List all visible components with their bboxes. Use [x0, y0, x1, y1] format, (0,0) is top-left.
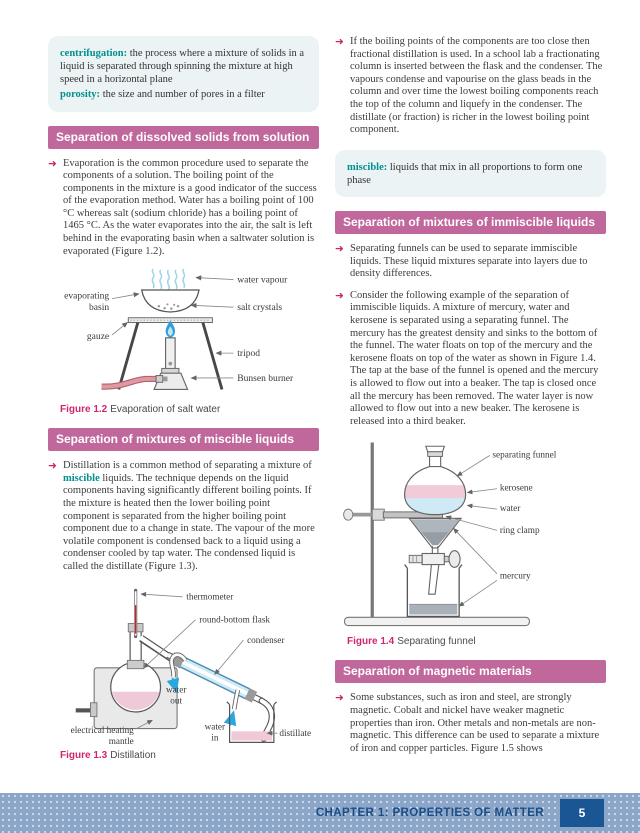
kerosene-layer — [405, 485, 466, 498]
separating-funnel-diagram — [335, 437, 587, 633]
definition-entry — [60, 88, 307, 101]
water-in-port — [230, 689, 238, 725]
label-ring-clamp: ring clamp — [499, 525, 540, 536]
paragraph-distillation — [48, 460, 319, 573]
label-water-in-2: in — [211, 732, 219, 743]
section-header-immiscible-liquids: Separation of mixtures of immiscible liquids — [335, 211, 606, 234]
definition-entry — [347, 161, 594, 187]
arrow-bullet-icon: ➜ — [335, 289, 344, 302]
section-header-dissolved-solids: Separation of dissolved solids from solution — [48, 126, 319, 149]
definition-term: miscible: — [347, 161, 388, 173]
term-miscible: miscible — [63, 472, 100, 484]
figure-caption-label: Figure 1.2 — [60, 404, 108, 416]
paragraph-text: Evaporation is the common procedure used to separate the components of a solution. The boiling point of the components in the mixture is a good indicator of the success of the evaporation method. Water has a boiling point of 100 °C whereas salt (sodium chloride) has a boiling point of 1465 °C. As the water evaporates into the air, the salt is left behind in the evaporating basin when a saltwater solution is evaporated (Figure 1.2). — [63, 157, 317, 257]
label-water-out-1: water — [165, 684, 187, 695]
definition-text: liquids that mix in all proportions to form one phase — [347, 161, 583, 186]
figure-caption-label: Figure 1.4 — [347, 636, 395, 648]
right-column — [335, 36, 606, 771]
definition-text: the process where a mixture of solids in a liquid is separated through spinning the mixture at high speed in a horizontal plane — [60, 48, 305, 86]
label-tripod: tripod — [237, 348, 261, 360]
paragraph-magnetic-materials — [335, 692, 606, 755]
two-column-layout — [48, 36, 606, 771]
figure-caption — [60, 750, 319, 761]
label-evaporating: evaporating — [64, 290, 110, 302]
figure-caption — [60, 404, 319, 415]
definition-text: the size and number of pores in a filter — [102, 89, 265, 101]
page-number: 5 — [560, 799, 604, 827]
definition-term: porosity: — [60, 89, 101, 101]
paragraph-part: liquids. The technique depends on the liquid components having significantly different boiling points. If the mixture is heated then the lower boiling point component is separated from the higher boiling point component due to a change in state. The vapour of the more volatile component is condensed back to a liquid using a condenser cooled by tap water. The condensed liquid is called the distillate (Figure 1.3). — [63, 472, 315, 572]
label-electrical-heating: electrical heating — [70, 724, 134, 735]
evaporation-diagram — [48, 267, 308, 401]
arrow-bullet-icon: ➜ — [335, 692, 344, 705]
label-separating-funnel: separating funnel — [492, 449, 557, 460]
figure-caption-label: Figure 1.3 — [60, 749, 108, 761]
paragraph-evaporation — [48, 158, 319, 259]
paragraph-text: Some substances, such as iron and steel, are strongly magnetic. Cobalt and nickel have weaker magnetic properties than iron. Other metals and non-metals are non-magnetic. This difference can be used to separate a mixture of iron and copper particles. Figure 1.5 shows — [350, 692, 600, 754]
figure-separating-funnel — [335, 437, 606, 633]
figure-caption-text: Distillation — [110, 749, 156, 761]
evaporating-basin — [142, 290, 199, 312]
label-round-bottom-flask: round-bottom flask — [199, 614, 271, 625]
paragraph-text: Consider the following example of the separation of immiscible liquids. A mixture of mercury, water and kerosene is separated using a separating funnel. The mercury has the greatest density and sinks to the bottom of the funnel. The water floats on top of the mercury and the kerosene floats on top of the water as shown in Figure 1.4. The tap at the base of the funnel is opened and the mercury is allowed to flow out into a beaker. The tap is closed once all the mercury has been removed. The water layer is now allowed to flow out into a new beaker. The kerosene is released into a third beaker. — [350, 289, 599, 427]
figure-caption-text: Separating funnel — [397, 636, 476, 648]
figure-distillation — [48, 583, 319, 747]
separating-funnel — [405, 447, 466, 549]
label-water-out-2: out — [170, 695, 183, 706]
arrow-bullet-icon: ➜ — [48, 460, 57, 473]
figure-evaporation — [48, 267, 319, 401]
label-water: water — [499, 503, 521, 514]
paragraph-text: If the boiling points of the components are too close then fractional distillation is used. In a school lab a fractionating column is inserted between the flask and the condenser. The vapours condense and vapourise on the glass beads in the column and over time the lowest boiling components reach the top of the column and liquefy in the condenser. The distillate (or fraction) is richer in the lowest boiling point component. — [350, 36, 603, 136]
label-thermometer: thermometer — [186, 591, 234, 602]
figure-caption-text: Evaporation of salt water — [110, 404, 221, 416]
label-bunsen-burner: Bunsen burner — [237, 373, 294, 385]
label-gauze: gauze — [86, 331, 110, 343]
arrow-bullet-icon: ➜ — [335, 243, 344, 255]
label-water-vapour: water vapour — [237, 274, 288, 286]
footer-bar — [0, 793, 640, 833]
paragraph-fractional-distillation — [335, 36, 606, 137]
definition-box-centrifugation-porosity — [48, 36, 319, 112]
arrow-bullet-icon: ➜ — [48, 157, 57, 170]
label-mantle: mantle — [108, 735, 134, 746]
steam-lines — [152, 269, 184, 290]
left-column — [48, 36, 319, 771]
section-header-magnetic-materials: Separation of magnetic materials — [335, 660, 606, 683]
distillation-diagram — [48, 583, 320, 747]
section-header-miscible-liquids: Separation of mixtures of miscible liquids — [48, 428, 319, 451]
funnel-stem — [429, 565, 439, 595]
definition-entry — [60, 47, 307, 86]
label-distillate: distillate — [279, 727, 312, 738]
label-mercury: mercury — [499, 570, 531, 581]
paragraph-text — [63, 460, 319, 573]
definition-term: centrifugation: — [60, 48, 128, 59]
label-condenser: condenser — [247, 634, 285, 645]
figure-caption — [347, 636, 606, 647]
chapter-title: CHAPTER 1: PROPERTIES OF MATTER — [315, 807, 544, 819]
label-salt-crystals: salt crystals — [237, 302, 283, 314]
paragraph-part: Distillation is a common method of separating a mixture of — [63, 460, 312, 472]
paragraph-text: Separating funnels can be used to separate immiscible liquids. These liquid mixtures separate into layers due to density differences. — [350, 243, 588, 280]
label-water-in-1: water — [204, 721, 226, 732]
arrow-bullet-icon: ➜ — [335, 36, 344, 48]
definition-box-miscible — [335, 150, 606, 197]
paragraph-mercury-water-kerosene — [335, 290, 606, 429]
label-basin: basin — [89, 302, 110, 314]
label-kerosene: kerosene — [499, 482, 533, 493]
paragraph-separating-funnels — [335, 243, 606, 281]
